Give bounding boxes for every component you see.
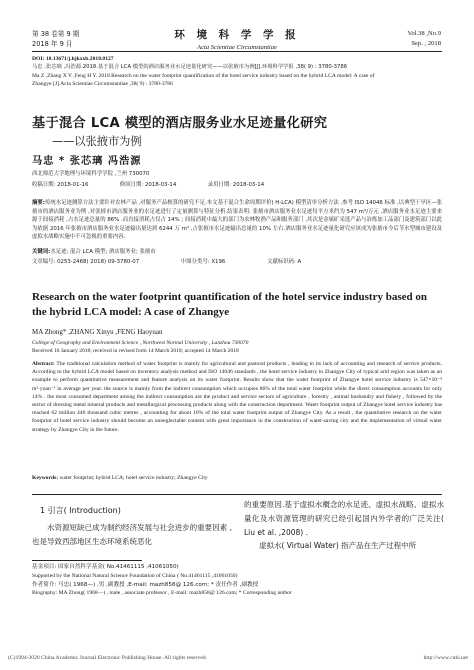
abstract-text-cn: 传统水足迹测算方法主要针对农林产品 ,对服务产品核算的研究不足.本文基于混合生命周期评价( H-LCA) 模型清单分析方法 ,参考 ISO 14046 标准 ,以典型干旱区—张掖市的酒店服务业为例 ,对张掖市酒店服务业的水足迹进行了定量测算与特征分析.结果表明: 张掖市酒店服务业水足迹每平方米约为 547 m³/万元 ,酒店服务业水足迹主要来源于间接消耗 ,占水足迹总量的 86% .而直接消耗占仅占 14% ; 间接消耗中最大的部门为农林牧渔产品和服务部门 ,其次是金属矿采选产品与冶炼加工品部门及建筑部门以此为依据 2016 年张掖市酒店服务业水足迹输出量达到 6244 万 m³ ,占张掖市水足迹输出总量的 10% 左右.酒店服务业水足迹量化研究应该成为张掖市今后节水型城市建设及虚拟水战略实施中不可忽视的重要内容. [32,200,442,240]
authors-en: MA Zhong* ,ZHANG Xinyu ,FENG Haoyuan [32,328,163,336]
body-column-right [244,498,444,553]
abstract-label-cn: 摘要: [32,200,45,206]
date-cn: 2018 年 9 月 [32,40,73,48]
running-header-right [407,29,441,49]
footer-url[interactable]: http://www.cnki.net [423,655,468,661]
body-column-left [32,521,232,549]
article-subtitle-cn: ——以张掖市为例 [52,135,142,148]
citation-cn: 马忠 ,张芯璃 ,冯浩源.2018.基于混合 LCA 模型的酒店服务业水足迹量化研究——以张掖市为例[J].环境科学学报 ,38( 9) : 3780-3786 [32,64,348,71]
article-title-cn: 基于混合 LCA 模型的酒店服务业水足迹量化研究 [32,116,328,131]
header-rule [32,51,442,52]
body-paragraph-right-2: 虚拟水( Virtual Water) 指产品在生产过程中所 [259,541,417,551]
footnotes [32,563,444,598]
fund-en: Supported by the National Natural Science Foundation of China ( No.41461115 ,41061050) [32,572,238,579]
clc-number: 中图分类号: X196 [180,259,226,265]
keywords-text-en: water footprint; hybrid LCA; hotel service industry; Zhangye City [59,475,208,481]
section-heading-introduction: 1 引言( Introduction) [40,506,121,515]
journal-name-cn: 环 境 科 学 学 报 [174,29,300,41]
citation-en-line1: Ma Z ,Zhang X Y ,Feng H Y. 2018.Research on the water footprint quantification of the hotel service industry based on the hybrid LCA model: A case of [32,72,375,79]
footnote-rule [32,560,142,561]
doc-id: 文章编号: 0253-2468( 2018) 09-3780-07 [32,259,140,265]
keywords-label-cn: 关键词: [32,249,51,255]
article-title-en: Research on the water footprint quantification of the hotel service industry based on the hybrid LCA model: A case of Zhangye [32,291,427,318]
document-code: 文献标识码: A [267,259,302,265]
keywords-text-cn: 水足迹; 混合 LCA 模型; 酒店服务业; 张掖市 [50,249,156,255]
journal-name-en: Acta Scientiae Circumstantiae [197,44,277,51]
abstract-label-en: Abstract: [32,361,55,367]
doi: DOI: 10.13671/j.hjkxxb.2018.0127 [32,56,114,62]
classification-line [32,258,442,266]
body-paragraph-left: 水资源短缺已成为制约经济发展与社会进步的重要因素 ,也是导致西部地区生态环境系统恶化 [32,523,232,546]
received-cn: 收稿日期: 2018-01-16 [32,182,89,188]
keywords-en [32,474,442,482]
fund-cn: 基金项目: 国家自然科学基金( No.41461115 ,41061050) [32,564,179,570]
authors-cn: 马忠 * 张芯璃 冯浩源 [32,156,142,167]
abstract-rule [32,494,442,495]
revised-cn: 修回日期: 2018-03-14 [119,182,177,188]
affiliation-en [32,339,248,355]
biography-cn: 作者简介: 马忠( 1968—) ,男 ,副教授 ,E-mail: mazh858@ 126.com; * 责任作者 ,副教授 [32,581,259,588]
citation-block [32,55,444,89]
abstract-en [32,360,442,434]
accepted-cn: 录用日期: 2018-03-14 [207,182,265,188]
keywords-cn [32,248,442,256]
copyright-footer [8,655,468,661]
revised-en: received in revised form 14 March 2018; [93,348,184,354]
abstract-cn [32,199,442,242]
affiliation-text-en: College of Geography and Environment Science , Northwest Normal University , Lanzhou 730070 [32,340,249,346]
received-en: Received 16 January 2018; [32,348,92,354]
keywords-label-en: Keywords: [32,475,59,481]
abstract-text-en: The traditional calculation method of water footprint is mainly for agricultural and pastoral products , leading to its lack of accounting and research of service products. According to the hybrid LCA model based on inventory analysis method and ISO 14046 standards , the hotel service industry in Zhangye City of typical arid region was taken as an example to perform quantitative measurement and feature analysis on its water footprint. Results show that the water footprint of Zhangye hotel service industry is 547×10⁻⁴ m³·yuan⁻¹ in average per year. the source is mainly from the indirect consumption which occupies 86% of the total water footprint while the direct consumption accounts for only 14% . the most consumed department among the indirect consumption are the product and service sectors of agriculture , forestry , animal husbandry and fishery , followed by the sector of dressing metal mineral products and metallurgical processing products along with the construction department. Water footprint output of Zhangye hotel service industry has reached 62 million 440 thousand cubic metres , accounting for about 10% of the total water footprint output of Zhangye City. As a result , the quantitative research on the water footprint of hotel service industry should become an unneglectable content with great importance in the construction of water-saving city and the implementation of virtual water strategy by Zhangye City in the future. [32,361,442,433]
volume-issue-en: Vol.38 ,No.9 [407,30,441,37]
dates-cn [32,181,442,189]
biography-en: Biography: MA Zhong( 1968—) , male , associate professor , E-mail: mazh858@ 126.com; * Corresponding author [32,590,292,597]
date-en: Sep. , 2018 [411,40,441,47]
running-header-center [0,27,474,51]
body-paragraph-right-1: 的重要原因.基于虚拟水概念的水足迹、虚拟水战略、虚拟水量化及水资源管理的研究已经引起国内外学者的广泛关注( Liu et al. ,2008) . [244,500,444,537]
affiliation-cn: 西北师范大学地理与环境科学学院 ,兰州 730070 [32,171,150,177]
volume-issue-cn: 第 38 卷第 9 期 [32,30,80,38]
copyright-text: (C)1994-2020 China Academic Journal Electronic Publishing House. All rights reserved. [8,655,208,661]
citation-en-line2: Zhangye [J].Acta Scientiae Circumstantiae ,38( 9) : 3780-3786 [32,81,173,88]
dates-en [32,347,248,355]
accepted-en: accepted 14 March 2018 [184,348,239,354]
